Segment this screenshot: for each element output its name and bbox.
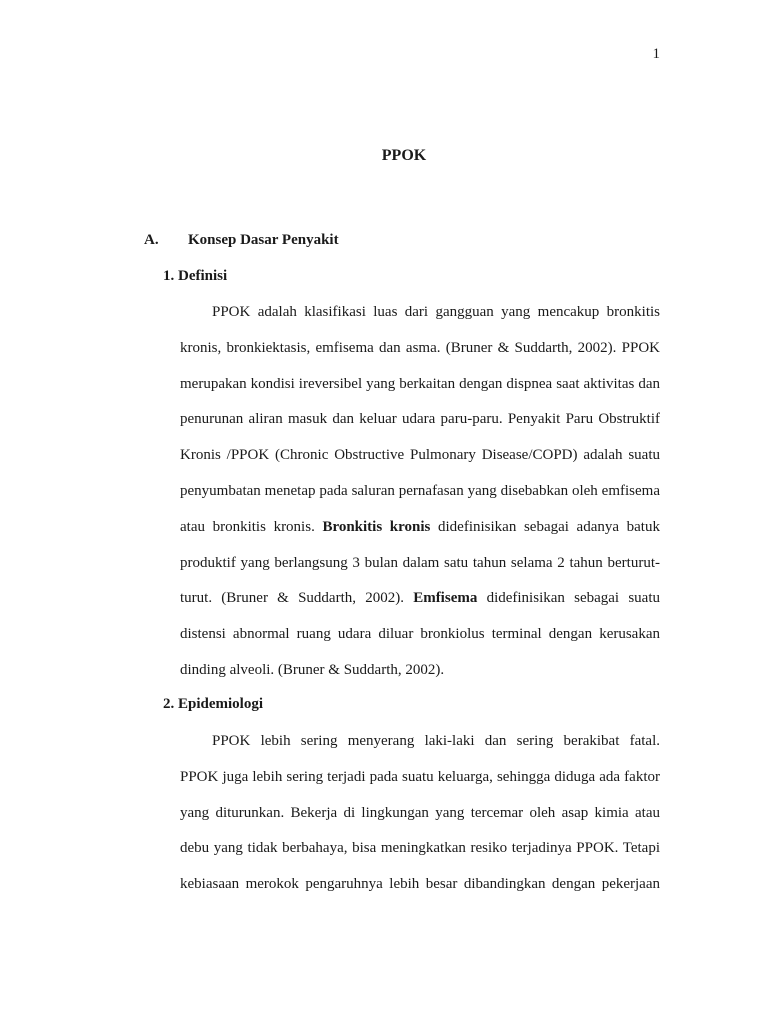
section-heading (144, 232, 339, 249)
line-text: didefinisikan sebagai adanya batuk (430, 518, 660, 535)
paragraph-line: penurunan aliran masuk dan keluar udara paru-paru. Penyakit Paru Obstruktif (180, 411, 660, 428)
paragraph-line (180, 516, 660, 552)
paragraph-line: PPOK juga lebih sering terjadi pada suatu keluarga, sehingga diduga ada faktor (180, 768, 660, 785)
definisi-heading: 1. Definisi (163, 268, 228, 284)
paragraph-line: distensi abnormal ruang udara diluar bronkiolus terminal dengan kerusakan (180, 626, 660, 643)
epidemiologi-paragraph (180, 730, 660, 909)
paragraph-line (180, 587, 660, 623)
paragraph-line: merupakan kondisi ireversibel yang berkaitan dengan dispnea saat aktivitas dan (180, 375, 660, 392)
epidemiologi-heading: 2. Epidemiologi (163, 696, 264, 712)
paragraph-line: yang diturunkan. Bekerja di lingkungan yang tercemar oleh asap kimia atau (180, 804, 660, 821)
page-number: 1 (652, 46, 660, 62)
paragraph-line: kronis, bronkiektasis, emfisema dan asma. (Bruner & Suddarth, 2002). PPOK (180, 339, 660, 356)
paragraph-line: Kronis /PPOK (Chronic Obstructive Pulmonary Disease/COPD) adalah suatu (180, 447, 660, 464)
paragraph-line: PPOK lebih sering menyerang laki-laki dan sering berakibat fatal. (212, 733, 660, 749)
section-letter: A. (144, 232, 159, 248)
paragraph-line: kebiasaan merokok pengaruhnya lebih besar dibandingkan dengan pekerjaan (180, 876, 660, 893)
paragraph-line: debu yang tidak berbahaya, bisa meningkatkan resiko terjadinya PPOK. Tetapi (180, 840, 660, 857)
term-bronkitis-kronis: Bronkitis kronis (322, 518, 431, 535)
line-text: turut. (Bruner & Suddarth, 2002). (180, 590, 414, 607)
paragraph-line: penyumbatan menetap pada saluran pernafasan yang disebabkan oleh emfisema (180, 482, 660, 499)
paragraph-line: PPOK adalah klasifikasi luas dari gangguan yang mencakup bronkitis (212, 304, 660, 320)
definisi-paragraph (180, 301, 660, 695)
paragraph-line: dinding alveoli. (Bruner & Suddarth, 2002). (180, 661, 445, 678)
line-text: didefinisikan sebagai suatu (477, 590, 660, 607)
section-title: Konsep Dasar Penyakit (188, 232, 339, 248)
term-emfisema: Emfisema (413, 590, 478, 607)
document-title: PPOK (381, 147, 427, 164)
line-text: atau bronkitis kronis. (180, 518, 323, 535)
paragraph-line: produktif yang berlangsung 3 bulan dalam satu tahun selama 2 tahun berturut- (180, 554, 660, 571)
